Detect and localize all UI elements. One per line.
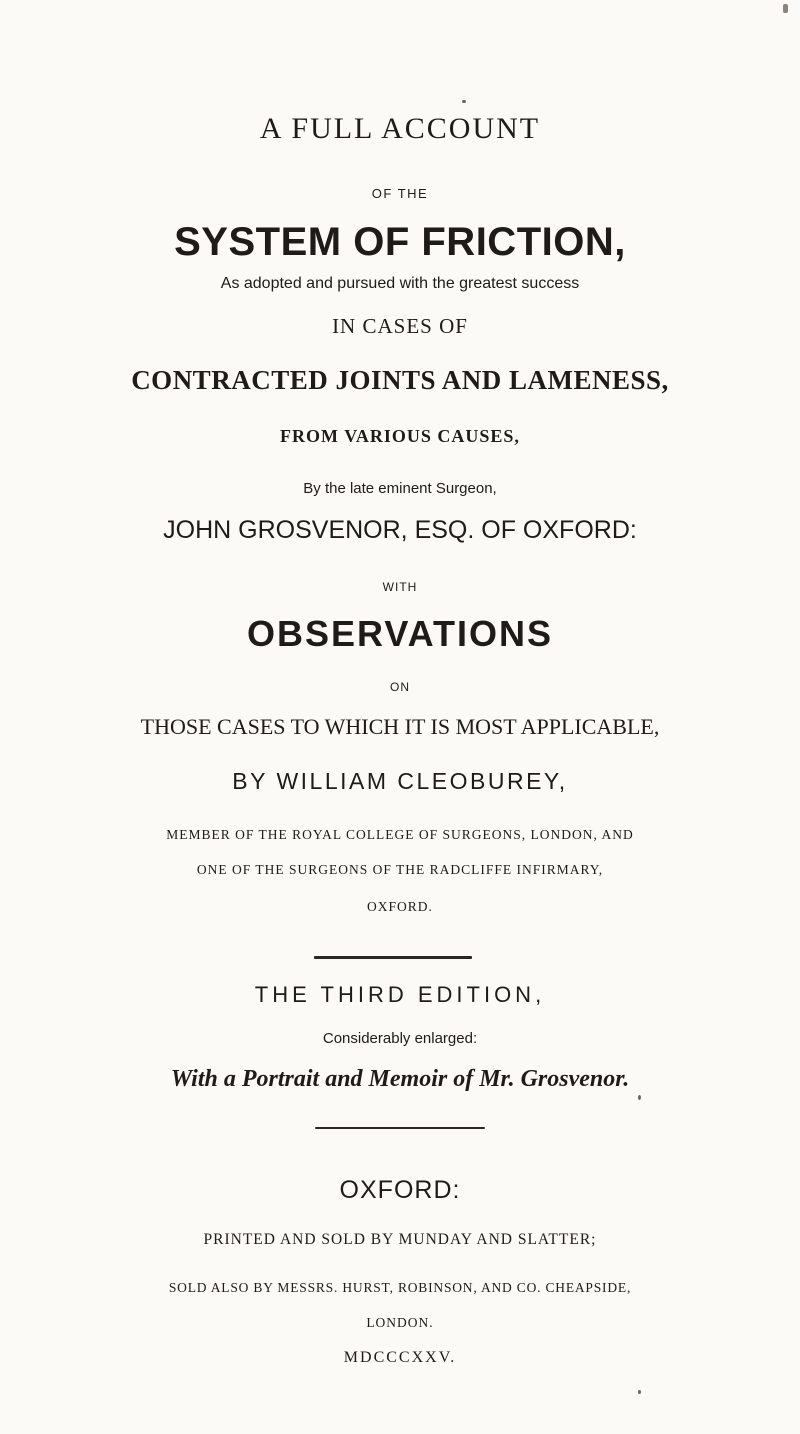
on-label: ON: [390, 680, 410, 694]
title-main: SYSTEM OF FRICTION,: [174, 220, 626, 264]
applicable-line: THOSE CASES TO WHICH IT IS MOST APPLICABLE,: [140, 714, 660, 739]
title-line-1: A FULL ACCOUNT: [259, 112, 541, 145]
subtitle-adopted: As adopted and pursued with the greatest success: [220, 275, 580, 292]
enlarged-line: Considerably enlarged:: [322, 1030, 478, 1047]
paper-speck: [783, 4, 788, 13]
member-line-3: OXFORD.: [367, 899, 433, 914]
with-label: WITH: [382, 580, 418, 594]
cleoburey-name: BY WILLIAM CLEOBUREY,: [232, 768, 568, 794]
divider-top: [314, 956, 472, 959]
imprint-london: LONDON.: [366, 1315, 434, 1330]
member-line-2: ONE OF THE SURGEONS OF THE RADCLIFFE INFIRMARY,: [196, 862, 604, 877]
divider-bottom: [315, 1127, 485, 1129]
edition-line: THE THIRD EDITION,: [254, 982, 546, 1007]
author-name: JOHN GROSVENOR, ESQ. OF OXFORD:: [163, 516, 637, 544]
author-intro: By the late eminent Surgeon,: [303, 480, 497, 497]
paper-speck: [638, 1095, 641, 1100]
subtitle-in-cases: IN CASES OF: [332, 314, 468, 338]
subtitle-contracted: CONTRACTED JOINTS AND LAMENESS,: [131, 365, 669, 395]
observations-heading: OBSERVATIONS: [246, 613, 554, 654]
imprint-year: MDCCCXXV.: [343, 1349, 457, 1366]
title-of-the: OF THE: [371, 186, 429, 201]
paper-speck: [462, 100, 466, 103]
member-line-1: MEMBER OF THE ROYAL COLLEGE OF SURGEONS, LONDON, AND: [166, 827, 634, 842]
portrait-line: With a Portrait and Memoir of Mr. Grosvenor.: [170, 1066, 630, 1092]
imprint-sold-also: SOLD ALSO BY MESSRS. HURST, ROBINSON, AND CO. CHEAPSIDE,: [168, 1280, 632, 1295]
imprint-printed: PRINTED AND SOLD BY MUNDAY AND SLATTER;: [203, 1231, 597, 1248]
imprint-city: OXFORD:: [339, 1176, 461, 1204]
paper-speck: [638, 1390, 641, 1394]
subtitle-causes: FROM VARIOUS CAUSES,: [280, 426, 520, 446]
